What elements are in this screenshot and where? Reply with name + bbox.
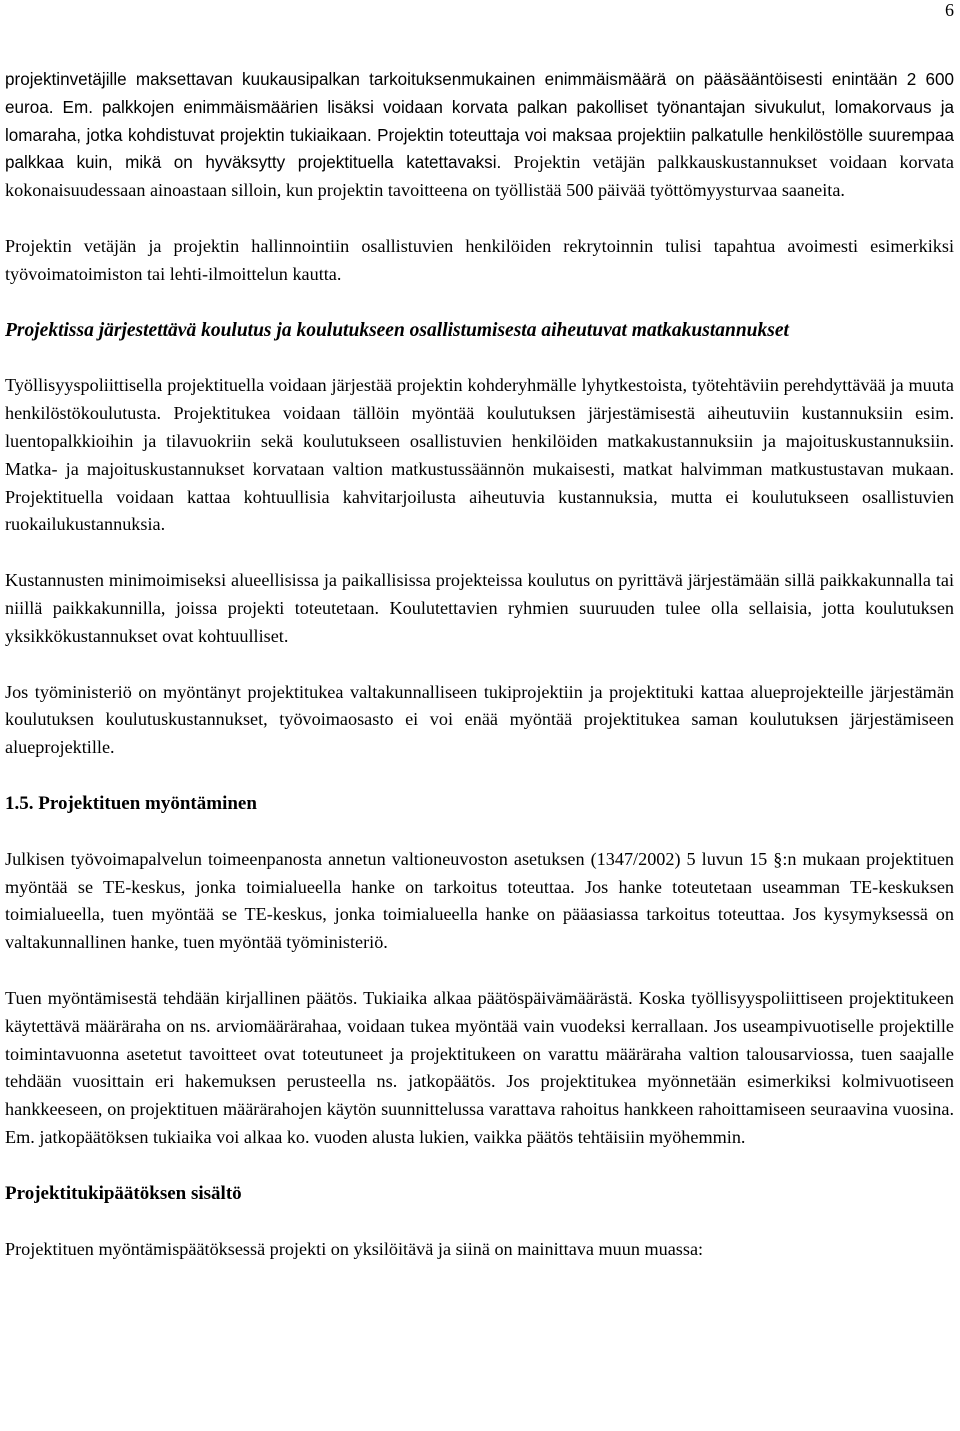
page-content [5, 66, 954, 1263]
page-number: 6 [945, 0, 954, 20]
heading-decision-contents: Projektitukipäätöksen sisältö [5, 1182, 242, 1204]
paragraph-decree: Julkisen työvoimapalvelun toimeenpanosta annetun valtioneuvoston asetuksen (1347/2002) 5 luvun 15 §:n mukaan projektituen myöntää se TE-keskus, jonka toimialueella hanke on tarkoitus toteuttaa. Jos hanke toteutetaan useamman TE-keskuksen toimialueella, tuen myöntää se TE-keskus, jonka toimialueella hanke on pääasiassa tarkoitus toteuttaa. Jos kysymyksessä on valtakunnallinen hanke, tuen myöntää työministeriö. [5, 848, 954, 953]
paragraph-decision-contents: Projektituen myöntämispäätöksessä projekti on yksilöitävä ja siinä on mainittava muun muassa: [5, 1238, 704, 1259]
heading-granting-support: 1.5. Projektituen myöntäminen [5, 792, 257, 814]
paragraph-salary-serif-part: Projektin vetäjän palkkauskustannukset voidaan korvata kokonaisuudessaan ainoastaan silloin, kun projektin tavoitteena on työllistää 500 päivää työttömyysturvaa saaneita. [5, 152, 954, 201]
paragraph-ministry-support: Jos työministeriö on myöntänyt projektitukea valtakunnalliseen tukiprojektiin ja projektituki kattaa alueprojekteille järjestämän koulutuksen koulutuskustannukset, työvoimaosasto ei voi enää myöntää projektitukea saman koulutuksen järjestämiseen alueprojektille. [5, 681, 954, 758]
heading-training-travel-costs: Projektissa järjestettävä koulutus ja koulutukseen osallistumisesta aiheutuvat matkakustannukset [5, 319, 789, 341]
paragraph-salary [5, 66, 954, 205]
paragraph-cost-minimization: Kustannusten minimoimiseksi alueellisissa ja paikallisissa projekteissa koulutus on pyrittävä järjestämään sillä paikkakunnalla tai niillä paikkakunnilla, joissa projekti toteutetaan. Koulutettavien ryhmien suuruuden tulee olla sellaisia, jotta koulutuksen yksikkökustannukset ovat kohtuulliset. [5, 570, 954, 646]
paragraph-training: Työllisyyspoliittisella projektituella voidaan järjestää projektin kohderyhmälle lyhytkestoista, työtehtäviin perehdyttävää ja muuta henkilöstökoulutusta. Projektitukea voidaan tällöin myöntää koulutuksen järjestämisestä aiheutuviin kustannuksiin esim. luentopalkkioihin ja tilavuokriin sekä koulutukseen osallistuvien henkilöiden matkakustannuksiin ja majoituskustannuksiin. Matka- ja majoituskustannukset korvataan valtion matkustussäännön mukaisesti, matkat halvimman matkustustavan mukaan. Projektituella voidaan kattaa kohtuullisia kahvitarjoilusta aiheutuvia kustannuksia, mutta ei koulutukseen osallistuvien ruokailukustannuksia. [5, 375, 954, 535]
paragraph-decision: Tuen myöntämisestä tehdään kirjallinen päätös. Tukiaika alkaa päätöspäivämäärästä. Koska työllisyyspoliittiseen projektitukeen käytettävä määräraha on ns. arviomäärärahaa, voidaan tukea myöntää vain vuodeksi kerrallaan. Jos useampivuotiselle projektille toimintavuonna asetetut tavoitteet ovat toteutuneet ja projektitukeen on varattu määräraha valtion talousarviossa, tuen saajalle tehdään vuosittain eri hakemuksen perusteella ns. jatkopäätös. Jos projektitukea myönnetään esimerkiksi kolmivuotiseen hankkeeseen, on projektituen määrärahojen käytön suunnittelussa varattava rahoitus hankkeen rahoittamiseen seuraavina vuosina. Em. jatkopäätöksen tukiaika voi alkaa ko. vuoden alusta lukien, vaikka päätös tehtäisiin myöhemmin. [5, 987, 954, 1147]
paragraph-salary-sans-part: projektinvetäjille maksettavan kuukausipalkan tarkoituksenmukainen enimmäismäärä on pääsääntöisesti enintään 2 600 euroa. Em. palkkojen enimmäismäärien lisäksi voidaan korvata palkan pakolliset työnantajan sivukulut, lomakorvaus ja lomaraha, jotka kohdistuvat projektin tukiaikaan. Projektin toteuttaja voi maksaa projektiin palkatulle henkilöstölle suurempaa palkkaa kuin, mikä on hyväksytty projektituella katettavaksi. [5, 70, 954, 173]
paragraph-recruitment: Projektin vetäjän ja projektin hallinnointiin osallistuvien henkilöiden rekrytoinnin tulisi tapahtua avoimesti esimerkiksi työvoimatoimiston tai lehti-ilmoittelun kautta. [5, 235, 954, 284]
